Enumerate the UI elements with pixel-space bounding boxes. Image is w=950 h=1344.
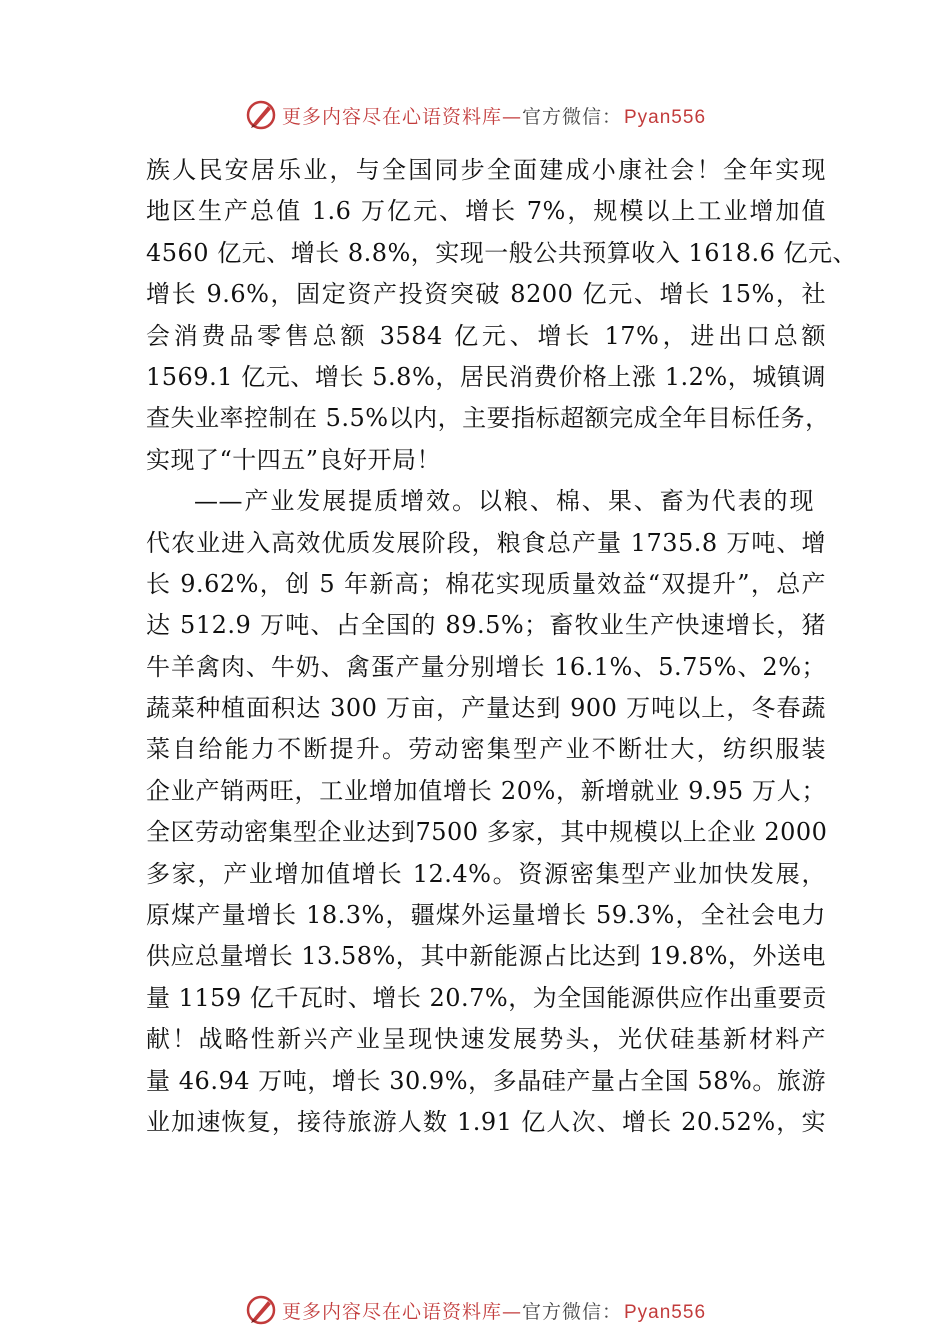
text-line: 全区劳动密集型企业达到7500 多家，其中规模以上企业 2000 bbox=[146, 818, 828, 847]
text-line: 原煤产量增长 18.3%，疆煤外运量增长 59.3%，全社会电力 bbox=[146, 901, 826, 930]
text-line: 蔬菜种植面积达 300 万亩，产量达到 900 万吨以上，冬春蔬 bbox=[146, 694, 826, 723]
text-line: 达 512.9 万吨、占全国的 89.5%；畜牧业生产快速增长，猪 bbox=[146, 611, 826, 640]
footer-prefix: 更多内容尽在心语资料库— bbox=[281, 1300, 522, 1323]
header-wechat-id: Pyan556 bbox=[624, 106, 707, 128]
text-line: 牛羊禽肉、牛奶、禽蛋产量分别增长 16.1%、5.75%、2%； bbox=[146, 652, 826, 681]
footer-wechat-label: 官方微信： bbox=[521, 1300, 622, 1323]
header-prefix: 更多内容尽在心语资料库— bbox=[281, 105, 522, 128]
pen-logo-icon bbox=[244, 1293, 278, 1327]
text-line: 企业产销两旺，工业增加值增长 20%，新增就业 9.95 万人； bbox=[146, 776, 826, 805]
document-body bbox=[146, 150, 858, 1143]
text-line: 供应总量增长 13.58%，其中新能源占比达到 19.8%，外送电 bbox=[146, 942, 826, 971]
text-line: 4560 亿元、增长 8.8%，实现一般公共预算收入 1618.6 亿元、 bbox=[146, 238, 858, 267]
text-line: 多家，产业增加值增长 12.4%。资源密集型产业加快发展， bbox=[146, 859, 826, 888]
text-line: 代农业进入高效优质发展阶段，粮食总产量 1735.8 万吨、增 bbox=[146, 528, 826, 557]
text-line: 增长 9.6%，固定资产投资突破 8200 亿元、增长 15%，社 bbox=[146, 280, 826, 309]
paragraph-start-line: ——产业发展提质增效。以粮、棉、果、畜为代表的现 bbox=[194, 487, 814, 516]
footer-wechat-id: Pyan556 bbox=[624, 1301, 707, 1323]
header-wechat-label: 官方微信： bbox=[521, 105, 622, 128]
text-line: 地区生产总值 1.6 万亿元、增长 7%，规模以上工业增加值 bbox=[146, 197, 826, 226]
text-line: 量 1159 亿千瓦时、增长 20.7%，为全国能源供应作出重要贡 bbox=[146, 983, 827, 1012]
footer-text bbox=[282, 1297, 706, 1324]
text-line: 量 46.94 万吨，增长 30.9%，多晶硅产量占全国 58%。旅游 bbox=[146, 1066, 826, 1095]
pen-logo-icon bbox=[244, 98, 278, 132]
footer-watermark bbox=[0, 1290, 950, 1330]
text-line: 1569.1 亿元、增长 5.8%，居民消费价格上涨 1.2%，城镇调 bbox=[146, 362, 826, 391]
text-line: 查失业率控制在 5.5%以内，主要指标超额完成全年目标任务， bbox=[146, 404, 830, 433]
text-line: 会消费品零售总额 3584 亿元、增长 17%，进出口总额 bbox=[146, 321, 826, 350]
text-line: 族人民安居乐业，与全国同步全面建成小康社会！全年实现 bbox=[146, 156, 826, 184]
text-line: 献！战略性新兴产业呈现快速发展势头，光伏硅基新材料产 bbox=[146, 1025, 826, 1054]
text-line: 实现了“十四五”良好开局！ bbox=[146, 445, 442, 474]
header-watermark bbox=[0, 95, 950, 135]
text-line: 长 9.62%，创 5 年新高；棉花实现质量效益“双提升”，总产 bbox=[146, 569, 826, 598]
header-text bbox=[282, 102, 706, 129]
text-line: 业加速恢复，接待旅游人数 1.91 亿人次、增长 20.52%，实 bbox=[146, 1107, 826, 1136]
text-line: 菜自给能力不断提升。劳动密集型产业不断壮大，纺织服装 bbox=[146, 735, 826, 764]
